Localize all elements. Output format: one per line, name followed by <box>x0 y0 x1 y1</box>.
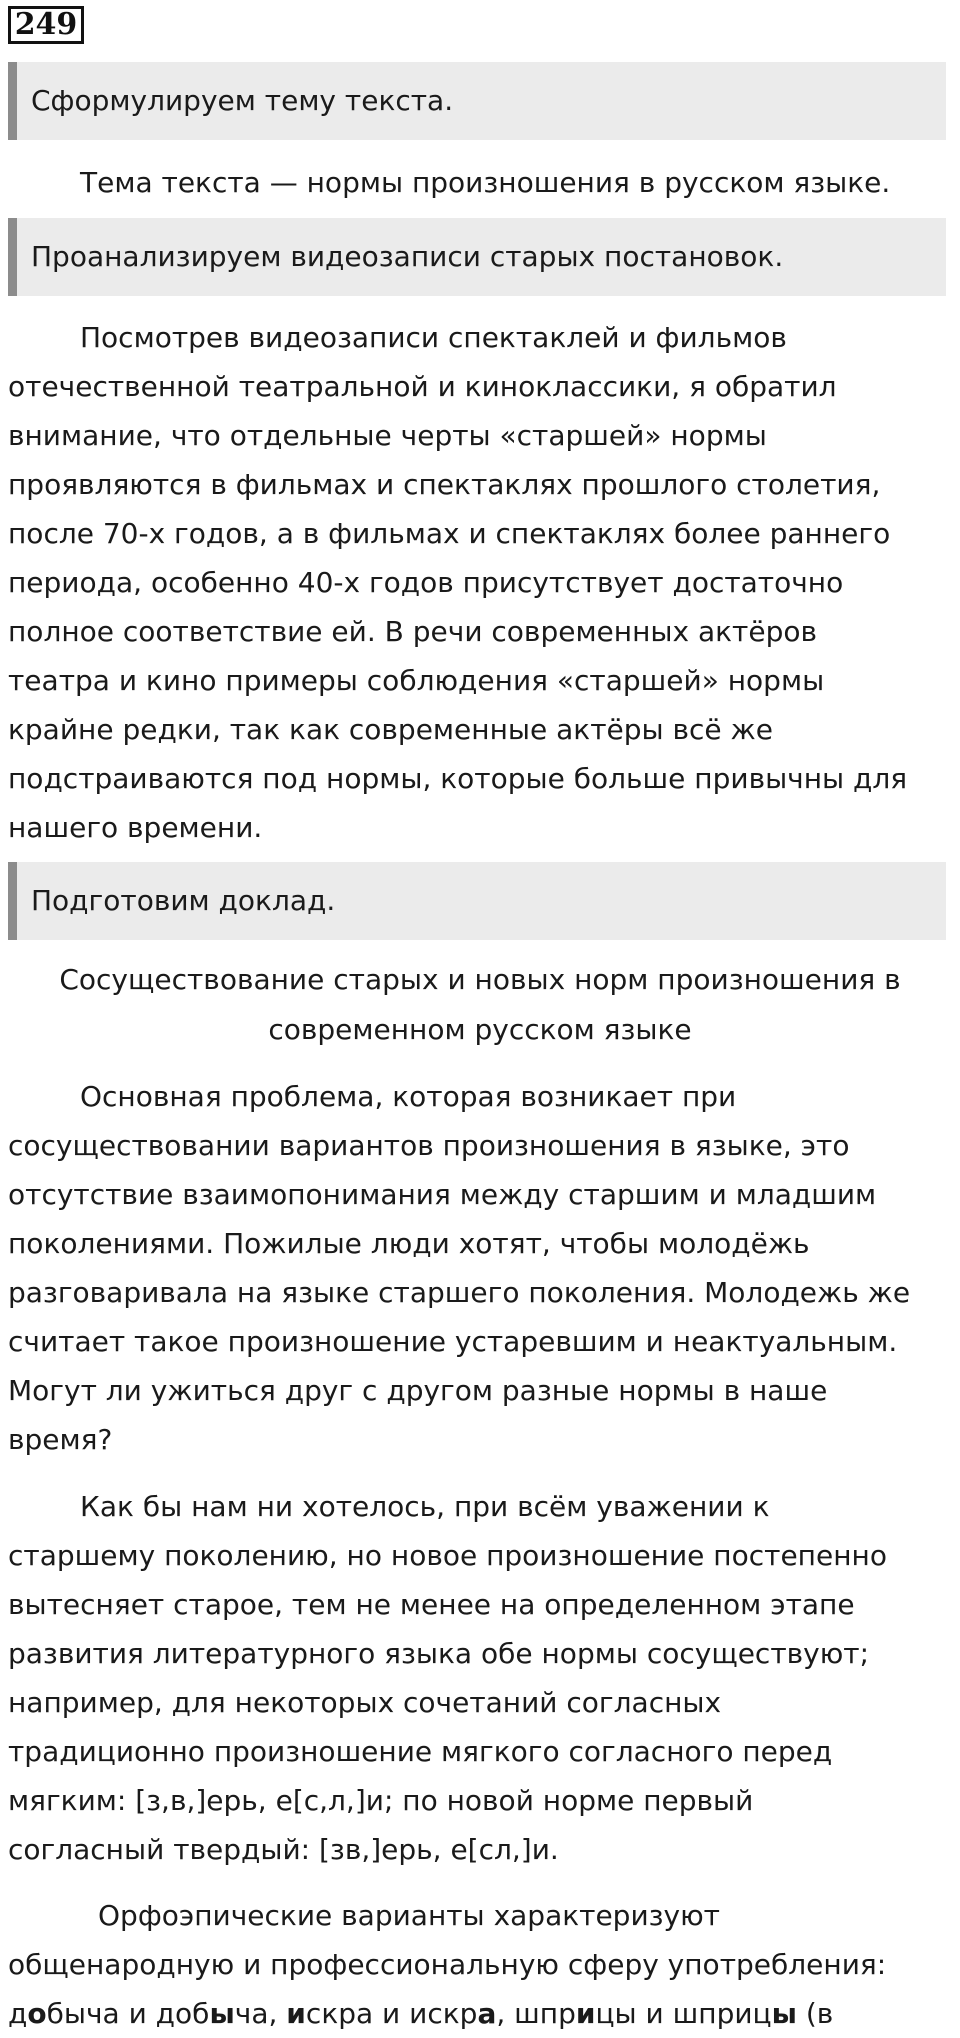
text-fragment: цы и шприц <box>595 1997 772 2030</box>
report-line: считает такое произношение устаревшим и неактуальным. <box>8 1325 898 1358</box>
report-paragraph-3 <box>8 1891 960 2038</box>
task-number-box: 249 <box>8 6 84 44</box>
analysis-line: полное соответствие ей. В речи современных актёров <box>8 615 817 648</box>
analysis-line: подстраиваются под нормы, которые больше привычны для <box>8 762 908 795</box>
report-title <box>0 955 960 1055</box>
analysis-line: крайне редки, так как современные актёры всё же <box>8 713 773 746</box>
report-line: Могут ли ужиться друг с другом разные нормы в наше <box>8 1374 828 1407</box>
report-line: развития литературного языка обе нормы сосуществуют; <box>8 1637 870 1670</box>
report-line: например, для некоторых сочетаний согласных <box>8 1686 722 1719</box>
analysis-line: внимание, что отдельные черты «старшей» нормы <box>8 419 767 452</box>
analysis-line: проявляются в фильмах и спектаклях прошлого столетия, <box>8 468 881 501</box>
text-fragment: , шпр <box>496 1997 576 2030</box>
analysis-line: театра и кино примеры соблюдения «старшей» нормы <box>8 664 825 697</box>
report-title-line: Сосуществование старых и новых норм произношения в <box>59 963 901 996</box>
section-heading-report: Подготовим доклад. <box>8 862 946 940</box>
report-line: Орфоэпические варианты характеризуют <box>98 1899 720 1932</box>
analysis-paragraph <box>8 313 960 852</box>
stressed-vowel: ы <box>209 1997 235 2030</box>
text-fragment: ча, <box>234 1997 287 2030</box>
analysis-line: Посмотрев видеозаписи спектаклей и фильмов <box>80 321 787 354</box>
report-title-line: современном русском языке <box>268 1013 692 1046</box>
analysis-line: после 70-х годов, а в фильмах и спектаклях более раннего <box>8 517 891 550</box>
report-line-stress-examples <box>8 1989 960 2038</box>
analysis-line: периода, особенно 40-х годов присутствует достаточно <box>8 566 844 599</box>
topic-paragraph <box>8 158 960 207</box>
text-fragment: быча и доб <box>46 1997 210 2030</box>
report-paragraph-1 <box>8 1072 960 1464</box>
report-line: отсутствие взаимопонимания между старшим и младшим <box>8 1178 877 1211</box>
report-line: поколениями. Пожилые люди хотят, чтобы молодёжь <box>8 1227 810 1260</box>
stressed-vowel: ы <box>771 1997 797 2030</box>
stressed-vowel: а <box>477 1997 497 2030</box>
analysis-line: нашего времени. <box>8 811 263 844</box>
report-line: сосуществовании вариантов произношения в языке, это <box>8 1129 850 1162</box>
report-line: мягким: [з,в,]ерь, е[с,л,]и; по новой норме первый <box>8 1784 754 1817</box>
text-fragment: скра и искр <box>305 1997 478 2030</box>
report-line: согласный твердый: [зв,]ерь, е[сл,]и. <box>8 1833 559 1866</box>
analysis-line: отечественной театральной и киноклассики, я обратил <box>8 370 837 403</box>
text-fragment: (в <box>796 1997 834 2030</box>
section-heading-analysis: Проанализируем видеозаписи старых постановок. <box>8 218 946 296</box>
text-fragment: д <box>8 1997 28 2030</box>
stressed-vowel: и <box>286 1997 306 2030</box>
report-line: вытесняет старое, тем не менее на определенном этапе <box>8 1588 855 1621</box>
report-line: традиционно произношение мягкого согласного перед <box>8 1735 833 1768</box>
report-line: Как бы нам ни хотелось, при всём уважении к <box>80 1490 770 1523</box>
stressed-vowel: и <box>575 1997 596 2030</box>
stressed-vowel: о <box>27 1997 47 2030</box>
report-line: разговаривала на языке старшего поколения. Молодежь же <box>8 1276 911 1309</box>
section-heading-topic: Сформулируем тему текста. <box>8 62 946 140</box>
report-line: общенародную и профессиональную сферу употребления: <box>8 1948 887 1981</box>
report-line: старшему поколению, но новое произношение постепенно <box>8 1539 887 1572</box>
report-paragraph-2 <box>8 1482 960 1874</box>
report-line: время? <box>8 1423 113 1456</box>
topic-line: Тема текста — нормы произношения в русском языке. <box>80 166 891 199</box>
report-line: Основная проблема, которая возникает при <box>80 1080 737 1113</box>
